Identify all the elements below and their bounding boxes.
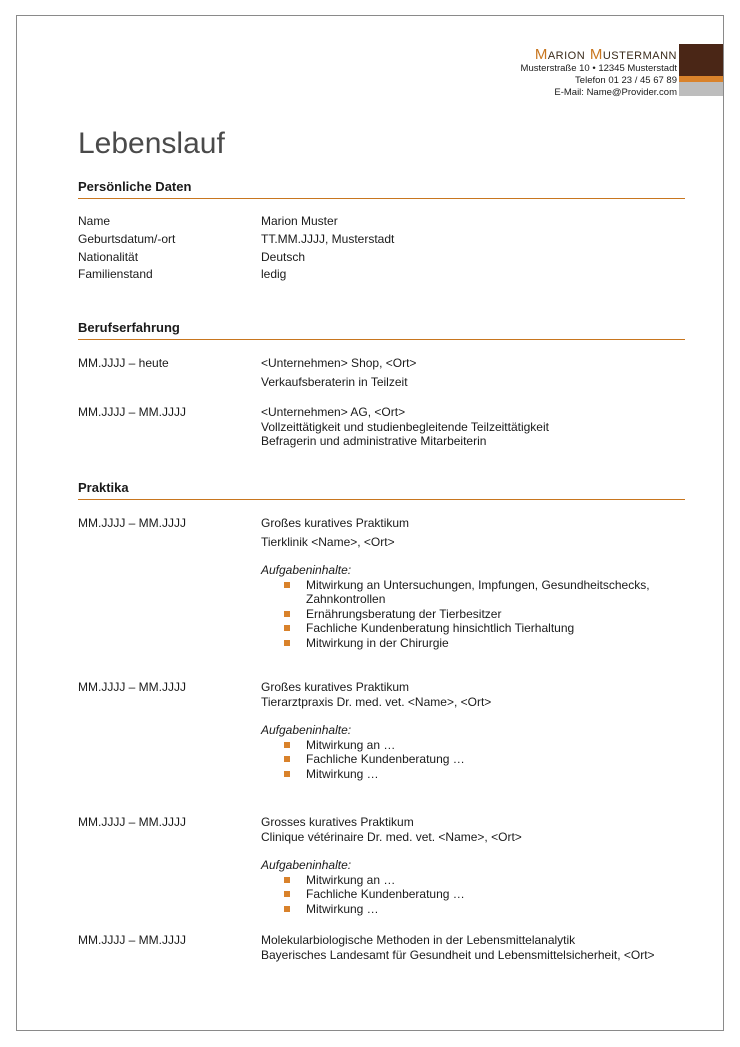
internship-title: Großes kuratives Praktikum bbox=[261, 516, 410, 530]
header-email: E-Mail: Name@Provider.com bbox=[554, 87, 677, 98]
square-bullet-icon bbox=[284, 877, 290, 883]
entry-date: MM.JJJJ – MM.JJJJ bbox=[78, 680, 186, 694]
entry-date: MM.JJJJ – heute bbox=[78, 356, 169, 370]
task-item: Mitwirkung an … bbox=[261, 873, 691, 888]
name-last-rest: ustermann bbox=[602, 46, 677, 63]
square-bullet-icon bbox=[284, 611, 290, 617]
square-bullet-icon bbox=[284, 906, 290, 912]
header-name bbox=[521, 46, 677, 63]
page-title: Lebenslauf bbox=[78, 127, 225, 160]
internship-place: Tierarztpraxis Dr. med. vet. <Name>, <Ort> bbox=[261, 694, 492, 709]
name-first-rest: arion bbox=[547, 46, 586, 63]
task-item: Fachliche Kundenberatung … bbox=[261, 752, 691, 767]
internship-title: Grosses kuratives Praktikum bbox=[261, 815, 414, 829]
square-bullet-icon bbox=[284, 771, 290, 777]
square-bullet-icon bbox=[284, 582, 290, 588]
task-item: Ernährungsberatung der Tierbesitzer bbox=[261, 607, 691, 622]
task-item: Mitwirkung an … bbox=[261, 738, 691, 753]
square-bullet-icon bbox=[284, 640, 290, 646]
entry-date: MM.JJJJ – MM.JJJJ bbox=[78, 516, 186, 530]
internship-title: Molekularbiologische Methoden in der Lebensmittelanalytik bbox=[261, 933, 576, 947]
cv-page bbox=[16, 15, 724, 1031]
square-bullet-icon bbox=[284, 742, 290, 748]
personal-label: Familienstand bbox=[78, 267, 153, 281]
personal-label: Geburtsdatum/-ort bbox=[78, 232, 176, 246]
task-item: Mitwirkung an Untersuchungen, Impfungen, Gesundheitschecks, Zahnkontrollen bbox=[261, 578, 691, 607]
personal-value: Deutsch bbox=[261, 250, 306, 264]
personal-value: Marion Muster bbox=[261, 214, 338, 228]
internship-place: Bayerisches Landesamt für Gesundheit und Lebensmittelsicherheit, <Ort> bbox=[261, 947, 655, 962]
task-item: Mitwirkung … bbox=[261, 902, 691, 917]
entry-role: Befragerin und administrative Mitarbeiterin bbox=[261, 434, 487, 448]
personal-value: ledig bbox=[261, 267, 287, 281]
tasks-label: Aufgabeninhalte: bbox=[261, 563, 352, 577]
entry-role: Vollzeittätigkeit und studienbegleitende Teilzeittätigkeit bbox=[261, 419, 549, 434]
internship-place: Clinique vétérinaire Dr. med. vet. <Name>, <Ort> bbox=[261, 829, 522, 844]
entry-role: Verkaufsberaterin in Teilzeit bbox=[261, 374, 408, 389]
entry-employer: <Unternehmen> Shop, <Ort> bbox=[261, 356, 417, 370]
task-item: Mitwirkung in der Chirurgie bbox=[261, 636, 691, 651]
internship-place: Tierklinik <Name>, <Ort> bbox=[261, 534, 395, 549]
color-block-logo bbox=[679, 44, 723, 96]
logo-brown-bar bbox=[679, 44, 723, 76]
entry-date: MM.JJJJ – MM.JJJJ bbox=[78, 815, 186, 829]
logo-gray-bar bbox=[679, 82, 723, 96]
entry-employer: <Unternehmen> AG, <Ort> bbox=[261, 405, 406, 419]
entry-date: MM.JJJJ – MM.JJJJ bbox=[78, 405, 186, 419]
section-heading-internships: Praktika bbox=[78, 480, 685, 500]
square-bullet-icon bbox=[284, 625, 290, 631]
tasks-label: Aufgabeninhalte: bbox=[261, 723, 352, 737]
header-phone: Telefon 01 23 / 45 67 89 bbox=[575, 75, 677, 86]
task-item: Fachliche Kundenberatung hinsichtlich Tierhaltung bbox=[261, 621, 691, 636]
surname-initial: M bbox=[589, 46, 603, 63]
header-address: Musterstraße 10 • 12345 Musterstadt bbox=[520, 63, 677, 74]
section-heading-experience: Berufserfahrung bbox=[78, 320, 685, 340]
section-heading-personal: Persönliche Daten bbox=[78, 179, 685, 199]
personal-value: TT.MM.JJJJ, Musterstadt bbox=[261, 232, 395, 246]
internship-title: Großes kuratives Praktikum bbox=[261, 680, 410, 694]
personal-label: Name bbox=[78, 214, 111, 228]
name-initial: M bbox=[534, 46, 548, 63]
tasks-label: Aufgabeninhalte: bbox=[261, 858, 352, 872]
square-bullet-icon bbox=[284, 756, 290, 762]
tasks-list bbox=[261, 738, 691, 782]
entry-date: MM.JJJJ – MM.JJJJ bbox=[78, 933, 186, 947]
tasks-list bbox=[261, 578, 691, 651]
square-bullet-icon bbox=[284, 891, 290, 897]
personal-label: Nationalität bbox=[78, 250, 139, 264]
header-contact bbox=[521, 46, 677, 99]
task-item: Mitwirkung … bbox=[261, 767, 691, 782]
task-item: Fachliche Kundenberatung … bbox=[261, 887, 691, 902]
tasks-list bbox=[261, 873, 691, 917]
